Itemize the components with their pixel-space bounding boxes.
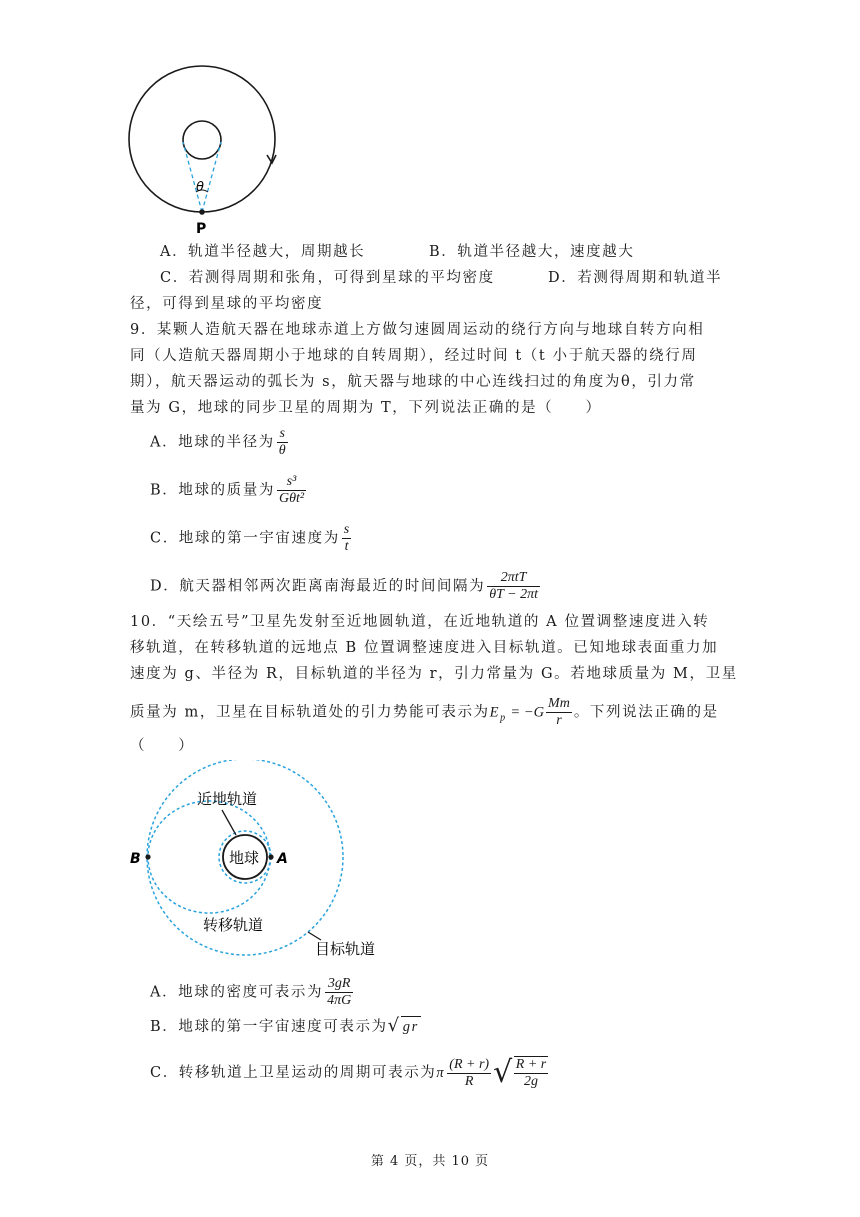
q10-stem-line5: （ ） [130, 738, 195, 754]
fraction-denominator: r [556, 713, 562, 728]
fraction-numerator: s [277, 426, 288, 443]
near-orbit-pointer [222, 810, 236, 835]
tangent-line-right [202, 142, 221, 212]
orbit-diagram-1 [120, 60, 290, 240]
q10-option-a [150, 976, 355, 1009]
q9-option-a-text: A．地球的半径为 [150, 434, 275, 451]
fraction-denominator: θ [278, 443, 286, 458]
point-a-label: A [277, 851, 288, 867]
q10-stem-line4-text: 质量为 m，卫星在目标轨道处的引力势能可表示为 [130, 704, 490, 721]
q9-option-c-text: C．地球的第一宇宙速度为 [150, 530, 340, 547]
q8-option-b: B．轨道半径越大，速度越大 [429, 244, 635, 260]
fraction [277, 426, 288, 459]
fraction [546, 696, 572, 729]
pi-symbol: π [436, 1065, 446, 1081]
q10-stem-line2: 移轨道，在转移轨道的远地点 B 位置调整速度进入目标轨道。已知地球表面重力加 [130, 640, 719, 656]
q10-option-c-text: C．转移轨道上卫星运动的周期可表示为 [150, 1065, 437, 1081]
transfer-orbit-label: 转移轨道 [203, 916, 264, 934]
radical-sign: √ [493, 1055, 514, 1090]
point-b-label: B [130, 851, 141, 867]
fraction-denominator: 2g [524, 1074, 538, 1089]
fraction-denominator: R [464, 1073, 474, 1089]
potential-energy-subscript: p [500, 712, 507, 724]
fraction-numerator: Mm [548, 696, 570, 711]
q9-stem-line4: 量为 G，地球的同步卫星的周期为 T，下列说法正确的是（ ） [130, 400, 602, 416]
q9-stem-line3: 期），航天器运动的弧长为 s，航天器与地球的中心连线扫过的角度为θ，引力常 [130, 374, 696, 390]
near-orbit-label: 近地轨道 [197, 790, 258, 808]
theta-label: θ [196, 180, 204, 195]
target-orbit-pointer [308, 932, 321, 940]
q10-stem-line3: 速度为 g、半径为 R，目标轨道的半径为 r，引力常量为 G。若地球质量为 M，卫星 [130, 666, 738, 682]
point-b-dot [145, 854, 150, 859]
fraction-denominator: 4πG [327, 993, 352, 1008]
q8-option-d: D．若测得周期和轨道半 [548, 270, 723, 286]
fraction-numerator: s³ [277, 474, 306, 491]
fraction [487, 570, 540, 603]
point-p-label: P [196, 221, 207, 237]
radicand: gr [401, 1016, 421, 1037]
q9-stem-line1: 9．某颗人造航天器在地球赤道上方做匀速圆周运动的绕行方向与地球自转方向相 [130, 322, 705, 338]
tangent-line-left [183, 142, 202, 212]
point-p-dot [199, 209, 205, 215]
fraction [325, 976, 353, 1009]
q9-option-c [150, 522, 353, 555]
radical-fraction [514, 1056, 548, 1090]
q8-option-a: A．轨道半径越大，周期越长 [160, 244, 366, 260]
q10-stem-line4 [130, 696, 719, 729]
fraction-numerator: 2πtT [487, 570, 540, 587]
planet-circle [183, 121, 221, 159]
fraction-denominator: θT − 2πt [489, 587, 538, 602]
q9-option-a [150, 426, 290, 459]
fraction [447, 1057, 491, 1090]
q9-stem-line2: 同（人造航天器周期小于地球的自转周期），经过时间 t（t 小于航天器的绕行周 [130, 348, 698, 364]
formula-mid: = −G [506, 704, 545, 721]
q9-option-b [150, 474, 308, 507]
fraction [277, 474, 306, 507]
fraction [342, 522, 351, 555]
point-a-dot [268, 854, 273, 859]
q10-option-b-text: B．地球的第一宇宙速度可表示为 [150, 1019, 388, 1035]
q8-option-d-cont: 径，可得到星球的平均密度 [130, 296, 324, 312]
q8-option-c: C．若测得周期和张角，可得到星球的平均密度 [160, 270, 495, 286]
fraction-denominator: t [344, 539, 349, 554]
fraction-numerator: 3gR [325, 976, 353, 993]
target-orbit-label: 目标轨道 [315, 940, 376, 958]
earth-label: 地球 [229, 849, 260, 867]
q10-option-a-text: A．地球的密度可表示为 [150, 984, 324, 1001]
page-footer: 第 4 页，共 10 页 [370, 1154, 490, 1169]
fraction-numerator: R + r [515, 1057, 547, 1072]
q10-option-c [150, 1056, 550, 1090]
q10-option-b [150, 1016, 421, 1037]
radical-sign: √ [387, 1015, 401, 1036]
q9-option-d [150, 570, 542, 603]
potential-energy-symbol: E [489, 704, 501, 721]
fraction-numerator: (R + r) [449, 1056, 490, 1072]
fraction-denominator: Gθt² [278, 491, 305, 506]
orbit-diagram-2 [125, 760, 395, 965]
fraction-numerator: s [343, 522, 350, 537]
q10-stem-line1: 10．“天绘五号”卫星先发射至近地圆轨道，在近地轨道的 A 位置调整速度进入转 [130, 614, 710, 630]
q9-option-b-text: B．地球的质量为 [150, 482, 275, 499]
q10-stem-line4-end: 。下列说法正确的是 [573, 704, 719, 721]
q9-option-d-text: D．航天器相邻两次距离南海最近的时间间隔为 [150, 578, 486, 595]
